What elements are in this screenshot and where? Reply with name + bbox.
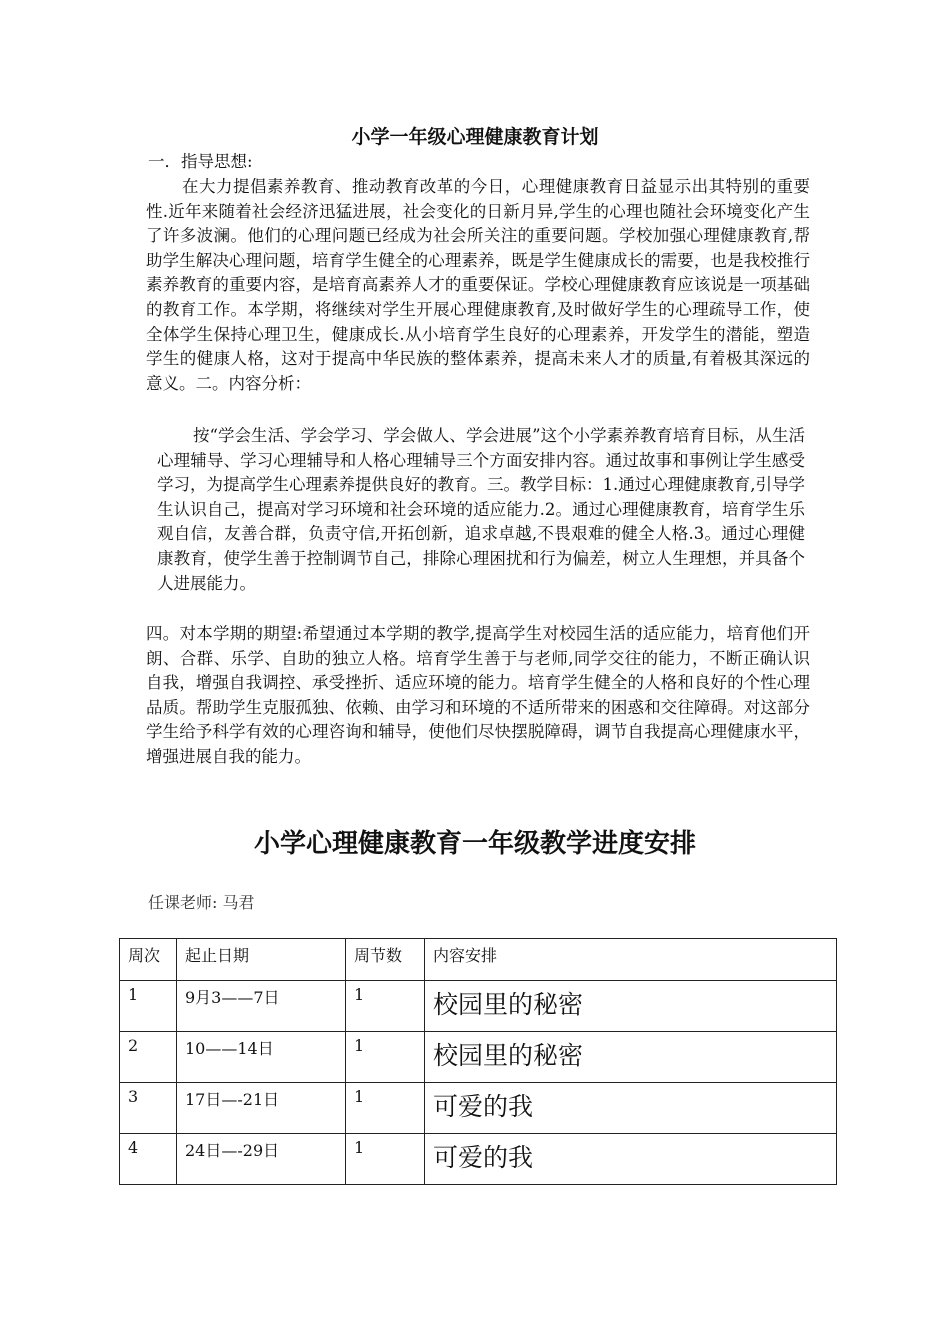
cell-week: 3 <box>120 1083 177 1134</box>
cell-dates: 10——14日 <box>177 1032 346 1083</box>
cell-periods: 1 <box>346 1134 425 1185</box>
cell-periods: 1 <box>346 981 425 1032</box>
table-row <box>120 1083 837 1134</box>
cell-periods: 1 <box>346 1032 425 1083</box>
paragraph-content-analysis: 按“学会生活、学会学习、学会做人、学会进展”这个小学素养教育培育目标，从生活心理辅导、学习心理辅导和人格心理辅导三个方面安排内容。通过故事和事例让学生感受学习，为提高学生心理素养提供良好的教育。三。教学目标：1.通过心理健康教育,引导学生认识自己，提高对学习环境和社会环境的适应能力.2。通过心理健康教育，培育学生乐观自信，友善合群，负责守信,开拓创新，追求卓越,不畏艰难的健全人格.3。通过心理健康教育，使学生善于控制调节自己，排除心理困扰和行为偏差，树立人生理想，并具备个人进展能力。 <box>157 426 805 593</box>
cell-content: 可爱的我 <box>425 1134 837 1185</box>
header-periods: 周节数 <box>346 939 425 981</box>
table-row <box>120 981 837 1032</box>
cell-week: 2 <box>120 1032 177 1083</box>
cell-content: 校园里的秘密 <box>425 1032 837 1083</box>
teacher-line: 任课老师: 马君 <box>148 893 255 912</box>
cell-week: 1 <box>120 981 177 1032</box>
cell-dates: 9月3——7日 <box>177 981 346 1032</box>
cell-dates: 17日—-21日 <box>177 1083 346 1134</box>
cell-week: 4 <box>120 1134 177 1185</box>
cell-dates: 24日—-29日 <box>177 1134 346 1185</box>
paragraph-expectations: 四。对本学期的期望:希望通过本学期的教学,提高学生对校园生活的适应能力，培育他们开朗、合群、乐学、自助的独立人格。培育学生善于与老师,同学交往的能力，不断正确认识自我，增强自我调控、承受挫折、适应环境的能力。培育学生健全的人格和良好的个性心理品质。帮助学生克服孤独、依赖、由学习和环境的不适所带来的困惑和交往障碍。对这部分学生给予科学有效的心理咨询和辅导，使他们尽快摆脱障碍，调节自我提高心理健康水平，增强进展自我的能力。 <box>146 624 810 766</box>
paragraph-guiding-ideology: 在大力提倡素养教育、推动教育改革的今日，心理健康教育日益显示出其特别的重要性.近年来随着社会经济迅猛进展，社会变化的日新月异,学生的心理也随社会环境变化产生了许多波澜。他们的心理问题已经成为社会所关注的重要问题。学校加强心理健康教育,帮助学生解决心理问题，培育学生健全的心理素养，既是学生健康成长的需要，也是我校推行素养教育的重要内容，是培育高素养人才的重要保证。学校心理健康教育应该说是一项基础的教育工作。本学期，将继续对学生开展心理健康教育,及时做好学生的心理疏导工作，使全体学生保持心理卫生，健康成长.从小培育学生良好的心理素养，开发学生的潜能，塑造学生的健康人格，这对于提高中华民族的整体素养，提高未来人才的质量,有着极其深远的意义。二。内容分析： <box>146 177 810 393</box>
document-title: 小学一年级心理健康教育计划 <box>351 126 599 148</box>
table-row <box>120 1032 837 1083</box>
header-content: 内容安排 <box>425 939 837 981</box>
schedule-table <box>119 938 837 1185</box>
table-header-row <box>120 939 837 981</box>
schedule-title: 小学心理健康教育一年级教学进度安排 <box>253 829 696 859</box>
cell-content: 可爱的我 <box>425 1083 837 1134</box>
table-row <box>120 1134 837 1185</box>
header-dates: 起止日期 <box>177 939 346 981</box>
cell-content: 校园里的秘密 <box>425 981 837 1032</box>
cell-periods: 1 <box>346 1083 425 1134</box>
header-week: 周次 <box>120 939 177 981</box>
section-heading-guiding-ideology: 一．指导思想: <box>148 152 253 171</box>
